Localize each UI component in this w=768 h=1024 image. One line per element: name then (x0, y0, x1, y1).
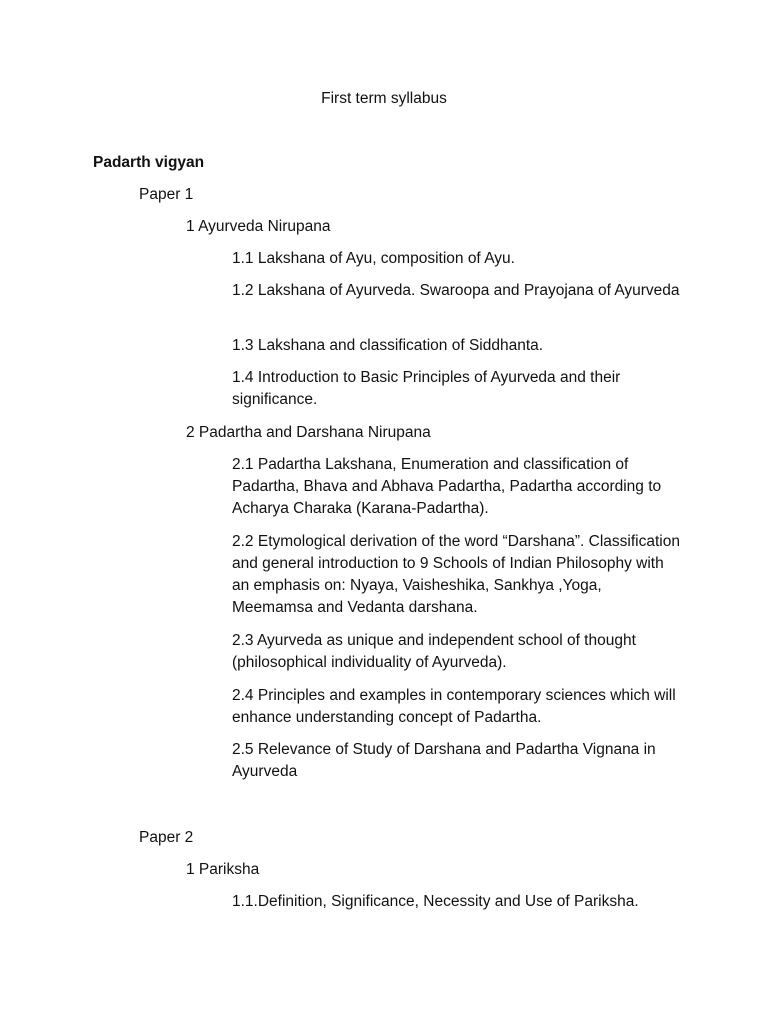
subject-heading: Padarth vigyan (93, 154, 205, 171)
syllabus-item: 2.4 Principles and examples in contemporary sciences which will enhance understanding concept of Padartha. (232, 687, 676, 726)
syllabus-item: 1.1.Definition, Significance, Necessity and Use of Pariksha. (232, 893, 639, 910)
document-title: First term syllabus (321, 90, 447, 107)
syllabus-item: 1.1 Lakshana of Ayu, composition of Ayu. (232, 250, 515, 267)
syllabus-item: 2.2 Etymological derivation of the word “Darshana”. Classification and general introduction to 9 Schools of Indian Philosophy with an emphasis on: Nyaya, Vaisheshika, Sankhya ,Yoga, Meemamsa and Vedanta darshana. (232, 533, 680, 616)
syllabus-item: 2.1 Padartha Lakshana, Enumeration and classification of Padartha, Bhava and Abhava Padartha, Padartha according to Acharya Charaka (Karana-Padartha). (232, 456, 662, 517)
syllabus-item: 1.3 Lakshana and classification of Siddhanta. (232, 337, 544, 354)
paper-heading: Paper 1 (139, 186, 194, 203)
paper-heading: Paper 2 (139, 829, 194, 846)
unit-heading: 1 Ayurveda Nirupana (186, 218, 331, 235)
syllabus-item: 1.4 Introduction to Basic Principles of Ayurveda and their significance. (232, 369, 621, 408)
unit-heading: 2 Padartha and Darshana Nirupana (186, 424, 431, 441)
syllabus-item: 2.5 Relevance of Study of Darshana and Padartha Vignana in Ayurveda (232, 741, 656, 780)
unit-heading: 1 Pariksha (186, 861, 260, 878)
syllabus-item: 1.2 Lakshana of Ayurveda. Swaroopa and Prayojana of Ayurveda (232, 282, 680, 299)
syllabus-item: 2.3 Ayurveda as unique and independent school of thought (philosophical individuality of Ayurveda). (232, 632, 636, 671)
